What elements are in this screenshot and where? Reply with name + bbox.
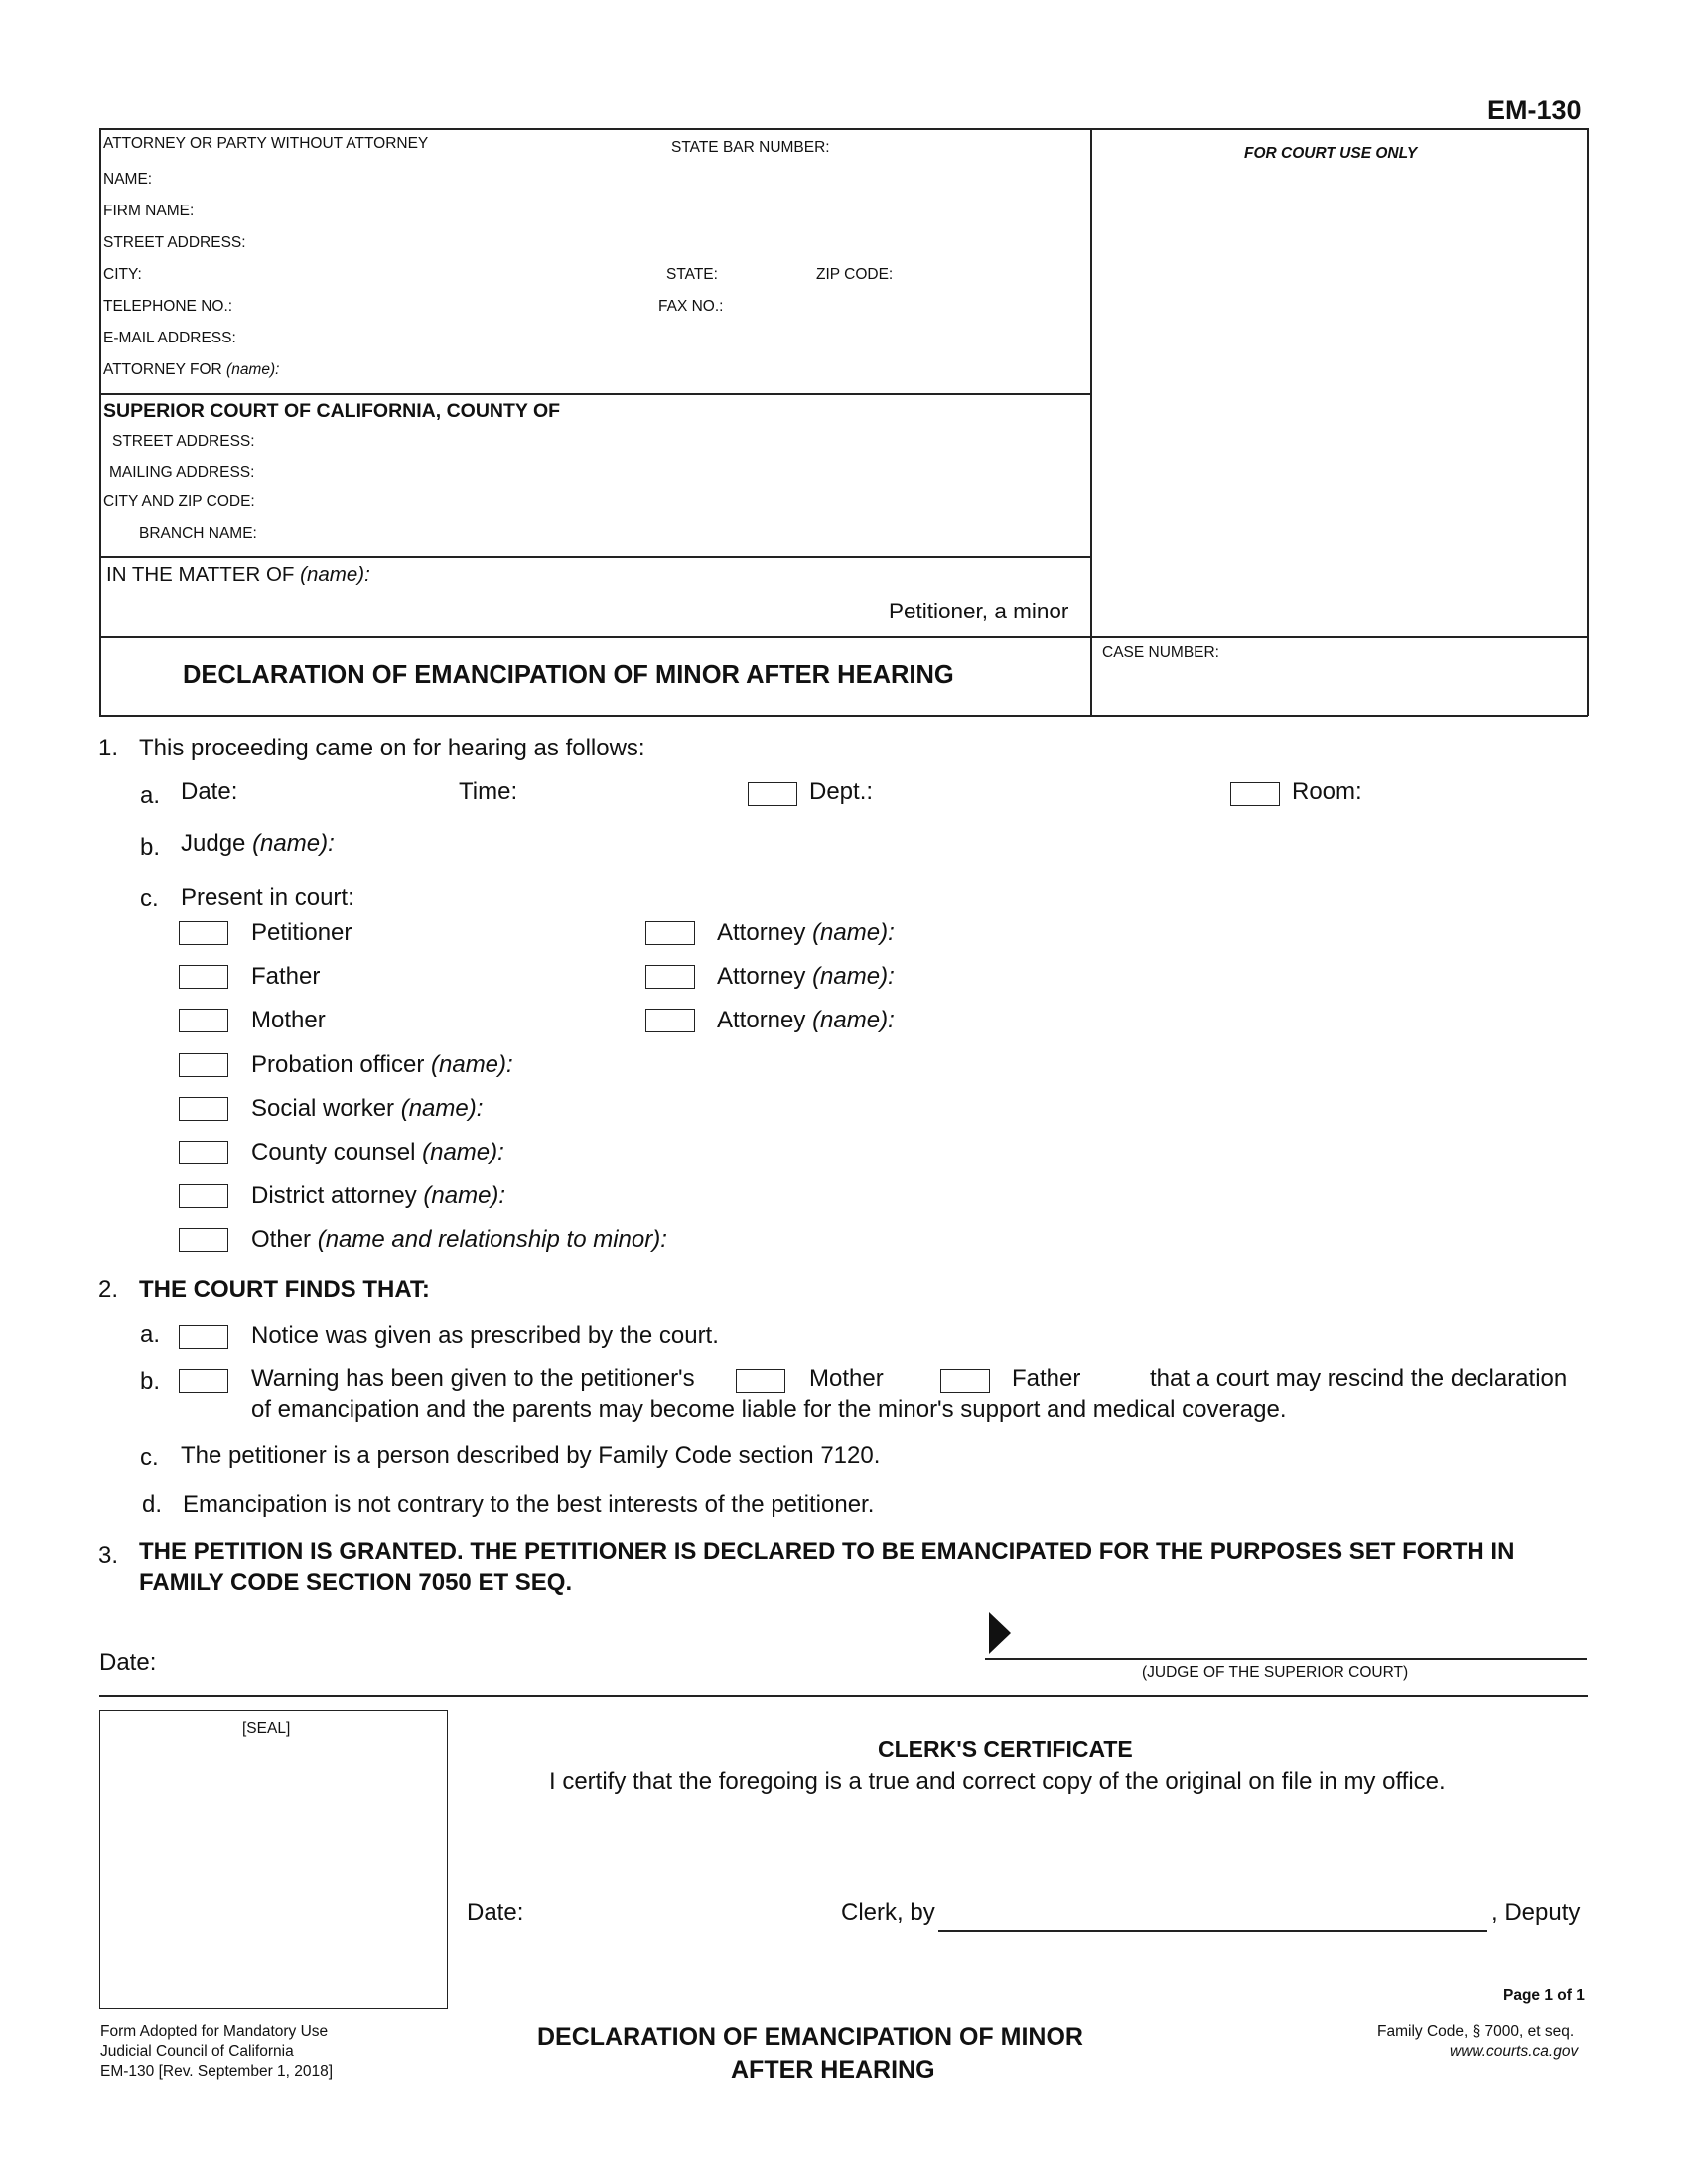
form-revision: EM-130 [Rev. September 1, 2018] <box>100 2063 334 2080</box>
room-checkbox[interactable] <box>1230 782 1280 806</box>
present-in-court-label: Present in court: <box>181 885 354 911</box>
petitioner-label: Petitioner <box>251 919 352 946</box>
court-branch-label: BRANCH NAME: <box>139 525 257 542</box>
finding-2c-text: The petitioner is a person described by Family Code section 7120. <box>181 1442 881 1469</box>
judge-signature-line[interactable] <box>985 1658 1587 1660</box>
room-label: Room: <box>1292 778 1362 805</box>
case-number-label: CASE NUMBER: <box>1102 644 1219 661</box>
form-adopted-line2: Judicial Council of California <box>100 2043 294 2060</box>
clerk-signature-line[interactable] <box>938 1930 1487 1932</box>
mother-attorney-checkbox[interactable] <box>645 1009 695 1032</box>
courts-website-link[interactable]: www.courts.ca.gov <box>1450 2043 1579 2060</box>
warning-father-label: Father <box>1012 1365 1081 1392</box>
warning-mother-label: Mother <box>809 1365 884 1392</box>
petitioner-minor-label: Petitioner, a minor <box>889 599 1069 623</box>
warning-text-line2: of emancipation and the parents may become liable for the minor's support and medical coverage. <box>251 1396 1287 1423</box>
state-bar-label: STATE BAR NUMBER: <box>671 139 830 156</box>
footer-title-line1: DECLARATION OF EMANCIPATION OF MINOR <box>537 2023 1083 2051</box>
dept-label: Dept.: <box>809 778 874 805</box>
seal-box <box>99 1710 448 2009</box>
telephone-label: TELEPHONE NO.: <box>103 298 233 315</box>
clerk-by-label: Clerk, by <box>841 1899 935 1926</box>
county-counsel-label: County counsel (name): <box>251 1139 504 1165</box>
probation-officer-checkbox[interactable] <box>179 1053 228 1077</box>
father-checkbox[interactable] <box>179 965 228 989</box>
section-1-number: 1. <box>98 735 119 761</box>
warning-father-checkbox[interactable] <box>940 1369 990 1393</box>
other-label: Other (name and relationship to minor): <box>251 1226 667 1253</box>
attorney-state-label: STATE: <box>666 266 718 283</box>
form-number: EM-130 <box>1487 95 1582 125</box>
court-street-label: STREET ADDRESS: <box>112 433 255 450</box>
section-3-number: 3. <box>98 1542 119 1569</box>
finding-2d-text: Emancipation is not contrary to the best interests of the petitioner. <box>183 1491 875 1518</box>
judge-signature-caption: (JUDGE OF THE SUPERIOR COURT) <box>1142 1664 1409 1681</box>
item-1b-letter: b. <box>140 834 161 861</box>
petitioner-checkbox[interactable] <box>179 921 228 945</box>
father-attorney-label: Attorney (name): <box>717 963 895 990</box>
father-attorney-checkbox[interactable] <box>645 965 695 989</box>
father-label: Father <box>251 963 321 990</box>
petitioner-attorney-checkbox[interactable] <box>645 921 695 945</box>
attorney-zip-label: ZIP CODE: <box>816 266 894 283</box>
county-counsel-checkbox[interactable] <box>179 1141 228 1164</box>
section-1-text: This proceeding came on for hearing as follows: <box>139 735 645 761</box>
fax-label: FAX NO.: <box>658 298 724 315</box>
item-2d-letter: d. <box>142 1491 163 1518</box>
attorney-title: ATTORNEY OR PARTY WITHOUT ATTORNEY <box>103 135 429 152</box>
footer-title-line2: AFTER HEARING <box>731 2056 935 2084</box>
attorney-name-label: NAME: <box>103 171 153 188</box>
court-city-zip-label: CITY AND ZIP CODE: <box>103 493 255 510</box>
deputy-label: , Deputy <box>1491 1899 1581 1926</box>
email-label: E-MAIL ADDRESS: <box>103 330 236 346</box>
petitioner-attorney-label: Attorney (name): <box>717 919 895 946</box>
warning-mother-checkbox[interactable] <box>736 1369 785 1393</box>
court-use-only-label: FOR COURT USE ONLY <box>1244 145 1418 162</box>
document-title: DECLARATION OF EMANCIPATION OF MINOR AFTER HEARING <box>183 661 954 689</box>
item-1c-letter: c. <box>140 886 159 912</box>
clerk-date-label: Date: <box>467 1899 524 1926</box>
firm-name-label: FIRM NAME: <box>103 203 195 219</box>
district-attorney-label: District attorney (name): <box>251 1182 506 1209</box>
section-2-number: 2. <box>98 1276 119 1302</box>
matter-label: IN THE MATTER OF (name): <box>106 563 370 586</box>
section-3-line2: FAMILY CODE SECTION 7050 ET SEQ. <box>139 1570 573 1596</box>
judge-signature-date-label: Date: <box>99 1649 157 1676</box>
clerk-certificate-text: I certify that the foregoing is a true and correct copy of the original on file in my office. <box>549 1768 1446 1795</box>
section-divider <box>99 1695 1588 1697</box>
page-number: Page 1 of 1 <box>1503 1987 1585 2004</box>
signature-arrow-icon <box>985 1610 1015 1656</box>
probation-officer-label: Probation officer (name): <box>251 1051 513 1078</box>
social-worker-checkbox[interactable] <box>179 1097 228 1121</box>
family-code-reference: Family Code, § 7000, et seq. <box>1377 2023 1575 2040</box>
warning-given-checkbox[interactable] <box>179 1369 228 1393</box>
notice-given-checkbox[interactable] <box>179 1325 228 1349</box>
social-worker-label: Social worker (name): <box>251 1095 484 1122</box>
notice-given-text: Notice was given as prescribed by the court. <box>251 1322 719 1349</box>
mother-attorney-label: Attorney (name): <box>717 1007 895 1033</box>
warning-text: Warning has been given to the petitioner's <box>251 1365 695 1392</box>
section-2-title: THE COURT FINDS THAT: <box>139 1276 430 1302</box>
court-mailing-label: MAILING ADDRESS: <box>109 464 255 480</box>
district-attorney-checkbox[interactable] <box>179 1184 228 1208</box>
mother-label: Mother <box>251 1007 326 1033</box>
judge-label: Judge (name): <box>181 830 335 857</box>
warning-text-continued: that a court may rescind the declaration <box>1150 1365 1568 1392</box>
hearing-time-label: Time: <box>459 778 518 805</box>
other-checkbox[interactable] <box>179 1228 228 1252</box>
court-title: SUPERIOR COURT OF CALIFORNIA, COUNTY OF <box>103 400 561 422</box>
dept-checkbox[interactable] <box>748 782 797 806</box>
clerk-certificate-title: CLERK'S CERTIFICATE <box>878 1736 1133 1762</box>
item-2b-letter: b. <box>140 1368 161 1395</box>
hearing-date-label: Date: <box>181 778 238 805</box>
section-3-line1: THE PETITION IS GRANTED. THE PETITIONER IS DECLARED TO BE EMANCIPATED FOR THE PURPOSES SET FORTH IN <box>139 1538 1515 1565</box>
seal-label: [SEAL] <box>242 1720 291 1737</box>
item-2a-letter: a. <box>140 1321 161 1348</box>
form-adopted-line1: Form Adopted for Mandatory Use <box>100 2023 329 2040</box>
attorney-for-label: ATTORNEY FOR (name): <box>103 361 280 378</box>
item-1a-letter: a. <box>140 782 161 809</box>
item-2c-letter: c. <box>140 1444 159 1471</box>
mother-checkbox[interactable] <box>179 1009 228 1032</box>
attorney-city-label: CITY: <box>103 266 142 283</box>
attorney-street-label: STREET ADDRESS: <box>103 234 246 251</box>
